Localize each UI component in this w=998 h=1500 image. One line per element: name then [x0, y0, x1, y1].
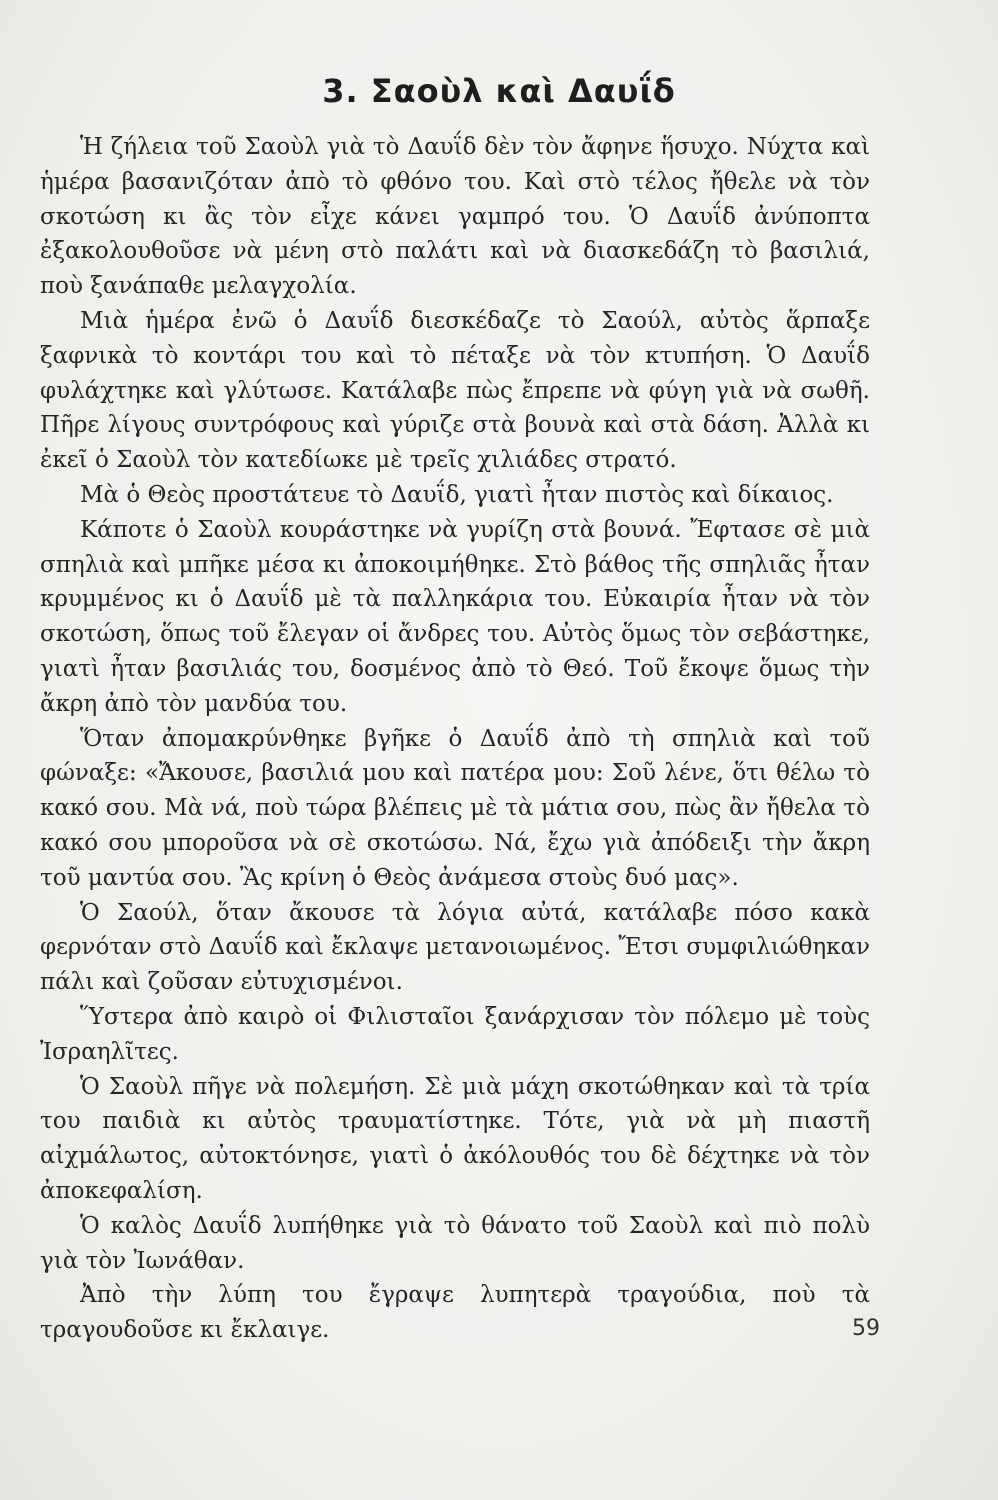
- paragraph: Κάποτε ὁ Σαοὺλ κουράστηκε νὰ γυρίζη στὰ βουνά. Ἔφτασε σὲ μιὰ σπηλιὰ καὶ μπῆκε μέσα κι ἀποκοιμήθηκε. Στὸ βάθος τῆς σπηλιᾶς ἦταν κρυμμένος κι ὁ Δαυΐδ μὲ τὰ παλληκάρια του. Εὐκαιρία ἦταν νὰ τὸν σκοτώση, ὅπως τοῦ ἔλεγαν οἱ ἄνδρες του. Αὐτὸς ὅμως τὸν σεβάστηκε, γιατὶ ἦταν βασιλιάς του, δοσμένος ἀπὸ τὸ Θεό. Τοῦ ἔκοψε ὅμως τὴν ἄκρη ἀπὸ τὸν μανδύα του.: [40, 516, 870, 717]
- chapter-title: 3. Σαοὺλ καὶ Δαυΐδ: [322, 72, 676, 110]
- paragraph: Ἡ ζήλεια τοῦ Σαοὺλ γιὰ τὸ Δαυΐδ δὲν τὸν ἄφηνε ἥσυχο. Νύχτα καὶ ἡμέρα βασανιζόταν ἀπὸ τὸ φθόνο του. Καὶ στὸ τέλος ἤθελε νὰ τὸν σκοτώση κι ἂς τὸν εἶχε κάνει γαμπρό του. Ὁ Δαυΐδ ἀνύποπτα ἐξακολουθοῦσε νὰ μένη στὸ παλάτι καὶ νὰ διασκεδάζη τὸ βασιλιά, ποὺ ξανάπαθε μελαγχολία.: [40, 134, 870, 300]
- paragraph: Μὰ ὁ Θεὸς προστάτευε τὸ Δαυΐδ, γιατὶ ἦταν πιστὸς καὶ δίκαιος.: [80, 481, 834, 508]
- paragraph: Ὁ Σαούλ, ὅταν ἄκουσε τὰ λόγια αὐτά, κατάλαβε πόσο κακὰ φερνόταν στὸ Δαυΐδ καὶ ἔκλαψε μετανοιωμένος. Ἔτσι συμφιλιώθηκαν πάλι καὶ ζοῦσαν εὐτυχισμένοι.: [40, 899, 870, 996]
- paragraph: Ἀπὸ τὴν λύπη του ἔγραψε λυπητερὰ τραγούδια, ποὺ τὰ τραγουδοῦσε κι ἔκλαιγε.: [40, 1282, 870, 1344]
- paragraph: Ὁ καλὸς Δαυΐδ λυπήθηκε γιὰ τὸ θάνατο τοῦ Σαοὺλ καὶ πιὸ πολὺ γιὰ τὸν Ἰωνάθαν.: [40, 1212, 870, 1274]
- chapter-body: [40, 130, 870, 1348]
- paragraph: Μιὰ ἡμέρα ἐνῶ ὁ Δαυΐδ διεσκέδαζε τὸ Σαούλ, αὐτὸς ἅρπαξε ξαφνικὰ τὸ κοντάρι του καὶ τὸ πέταξε νὰ τὸν κτυπήση. Ὁ Δαυΐδ φυλάχτηκε καὶ γλύτωσε. Κατάλαβε πὼς ἔπρεπε νὰ φύγη γιὰ νὰ σωθῆ. Πῆρε λίγους συντρόφους καὶ γύριζε στὰ βουνὰ καὶ στὰ δάση. Ἀλλὰ κι ἐκεῖ ὁ Σαοὺλ τὸν κατεδίωκε μὲ τρεῖς χιλιάδες στρατό.: [40, 307, 870, 474]
- paragraph: Ὕστερα ἀπὸ καιρὸ οἱ Φιλισταῖοι ξανάρχισαν τὸν πόλεμο μὲ τοὺς Ἰσραηλῖτες.: [40, 1003, 870, 1065]
- page-number: 59: [852, 1316, 880, 1341]
- paragraph: Ὅταν ἀπομακρύνθηκε βγῆκε ὁ Δαυΐδ ἀπὸ τὴ σπηλιὰ καὶ τοῦ φώναξε: «Ἄκουσε, βασιλιά μου καὶ πατέρα μου: Σοῦ λένε, ὅτι θέλω τὸ κακό σου. Μὰ νά, ποὺ τώρα βλέπεις μὲ τὰ μάτια σου, πὼς ἂν ἤθελα τὸ κακό σου μποροῦσα νὰ σὲ σκοτώσω. Νά, ἔχω γιὰ ἀπόδειξι τὴν ἄκρη τοῦ μαντύα σου. Ἂς κρίνη ὁ Θεὸς ἀνάμεσα στοὺς δυό μας».: [40, 725, 870, 891]
- paragraph: Ὁ Σαοὺλ πῆγε νὰ πολεμήση. Σὲ μιὰ μάχη σκοτώθηκαν καὶ τὰ τρία του παιδιὰ κι αὐτὸς τραυματίστηκε. Τότε, γιὰ νὰ μὴ πιαστῆ αἰχμάλωτος, αὐτοκτόνησε, γιατὶ ὁ ἀκόλουθός του δὲ δέχτηκε νὰ τὸν ἀποκεφαλίση.: [40, 1073, 870, 1204]
